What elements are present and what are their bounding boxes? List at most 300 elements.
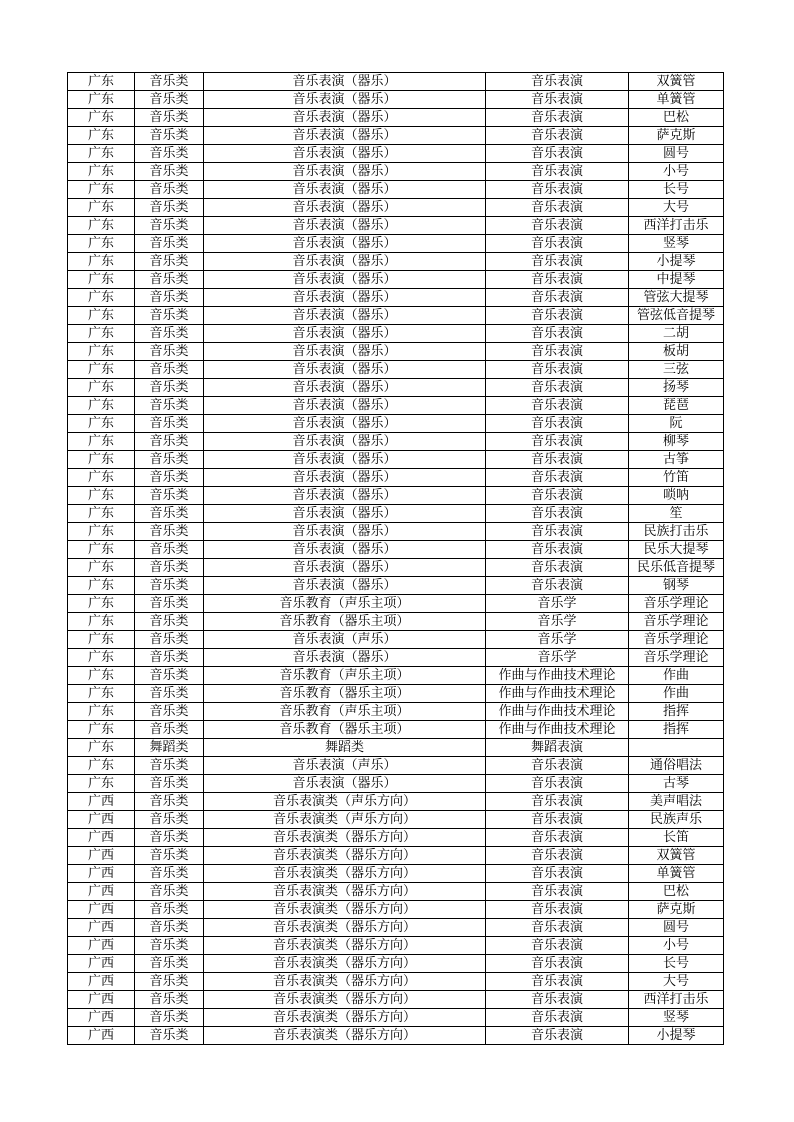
table-row — [68, 793, 724, 811]
table-row — [68, 721, 724, 739]
cell-major: 音乐表演 — [486, 289, 629, 307]
cell-major: 作曲与作曲技术理论 — [486, 721, 629, 739]
cell-instrument: 双簧管 — [629, 73, 724, 91]
cell-exam_type: 音乐表演（声乐） — [204, 631, 486, 649]
cell-instrument: 音乐学理论 — [629, 631, 724, 649]
cell-category: 音乐类 — [135, 145, 204, 163]
cell-exam_type: 音乐表演（器乐） — [204, 145, 486, 163]
cell-province: 广东 — [68, 253, 135, 271]
cell-category: 音乐类 — [135, 109, 204, 127]
cell-major: 音乐表演 — [486, 235, 629, 253]
cell-major: 音乐表演 — [486, 397, 629, 415]
cell-major: 音乐表演 — [486, 541, 629, 559]
table-row — [68, 811, 724, 829]
cell-major: 音乐表演 — [486, 991, 629, 1009]
table-row — [68, 847, 724, 865]
cell-major: 音乐表演 — [486, 847, 629, 865]
table-row — [68, 937, 724, 955]
cell-instrument: 小提琴 — [629, 1027, 724, 1045]
cell-province: 广东 — [68, 433, 135, 451]
cell-category: 音乐类 — [135, 991, 204, 1009]
table-row — [68, 919, 724, 937]
cell-exam_type: 音乐表演（器乐） — [204, 775, 486, 793]
table-row — [68, 685, 724, 703]
table-row — [68, 865, 724, 883]
table-row — [68, 433, 724, 451]
cell-instrument: 民族打击乐 — [629, 523, 724, 541]
cell-category: 音乐类 — [135, 307, 204, 325]
cell-exam_type: 音乐表演（器乐） — [204, 127, 486, 145]
cell-category: 音乐类 — [135, 271, 204, 289]
table-row — [68, 991, 724, 1009]
cell-category: 音乐类 — [135, 361, 204, 379]
cell-province: 广东 — [68, 91, 135, 109]
cell-province: 广东 — [68, 577, 135, 595]
cell-category: 音乐类 — [135, 541, 204, 559]
cell-exam_type: 音乐表演类（器乐方向） — [204, 919, 486, 937]
cell-exam_type: 音乐教育（声乐主项） — [204, 703, 486, 721]
cell-province: 广东 — [68, 451, 135, 469]
cell-category: 音乐类 — [135, 613, 204, 631]
cell-instrument: 三弦 — [629, 361, 724, 379]
cell-major: 音乐表演 — [486, 307, 629, 325]
cell-major: 音乐表演 — [486, 361, 629, 379]
cell-province: 广东 — [68, 469, 135, 487]
cell-exam_type: 音乐表演（器乐） — [204, 235, 486, 253]
cell-exam_type: 音乐表演（器乐） — [204, 289, 486, 307]
cell-province: 广西 — [68, 793, 135, 811]
cell-instrument: 中提琴 — [629, 271, 724, 289]
cell-exam_type: 音乐表演（器乐） — [204, 91, 486, 109]
cell-instrument: 竖琴 — [629, 1009, 724, 1027]
cell-major: 音乐表演 — [486, 757, 629, 775]
cell-instrument: 双簧管 — [629, 847, 724, 865]
cell-exam_type: 音乐表演（器乐） — [204, 649, 486, 667]
cell-instrument: 西洋打击乐 — [629, 991, 724, 1009]
cell-category: 音乐类 — [135, 379, 204, 397]
cell-exam_type: 音乐表演类（器乐方向） — [204, 901, 486, 919]
cell-instrument: 古琴 — [629, 775, 724, 793]
cell-province: 广东 — [68, 559, 135, 577]
cell-major: 音乐表演 — [486, 199, 629, 217]
cell-category: 音乐类 — [135, 1027, 204, 1045]
cell-major: 音乐表演 — [486, 775, 629, 793]
table-row — [68, 523, 724, 541]
cell-major: 音乐表演 — [486, 433, 629, 451]
cell-exam_type: 音乐表演（器乐） — [204, 523, 486, 541]
cell-exam_type: 音乐表演（器乐） — [204, 343, 486, 361]
cell-exam_type: 音乐表演（器乐） — [204, 361, 486, 379]
cell-category: 音乐类 — [135, 163, 204, 181]
cell-exam_type: 音乐表演（器乐） — [204, 559, 486, 577]
cell-major: 音乐表演 — [486, 181, 629, 199]
cell-instrument: 大号 — [629, 199, 724, 217]
cell-instrument: 圆号 — [629, 145, 724, 163]
table-row — [68, 775, 724, 793]
cell-instrument: 单簧管 — [629, 91, 724, 109]
cell-instrument: 小号 — [629, 937, 724, 955]
table-row — [68, 469, 724, 487]
cell-major: 音乐表演 — [486, 127, 629, 145]
cell-major: 音乐表演 — [486, 973, 629, 991]
cell-major: 音乐表演 — [486, 487, 629, 505]
cell-instrument: 钢琴 — [629, 577, 724, 595]
cell-category: 音乐类 — [135, 1009, 204, 1027]
table-row — [68, 1009, 724, 1027]
cell-exam_type: 音乐表演（器乐） — [204, 469, 486, 487]
cell-exam_type: 音乐表演类（器乐方向） — [204, 937, 486, 955]
table-row — [68, 91, 724, 109]
table-row — [68, 883, 724, 901]
cell-category: 音乐类 — [135, 289, 204, 307]
cell-category: 音乐类 — [135, 415, 204, 433]
cell-instrument: 竹笛 — [629, 469, 724, 487]
cell-category: 音乐类 — [135, 181, 204, 199]
table-row — [68, 487, 724, 505]
cell-category: 音乐类 — [135, 883, 204, 901]
cell-exam_type: 音乐表演类（器乐方向） — [204, 1009, 486, 1027]
cell-major: 音乐表演 — [486, 379, 629, 397]
table-row — [68, 199, 724, 217]
cell-instrument: 长号 — [629, 955, 724, 973]
cell-major: 音乐表演 — [486, 829, 629, 847]
cell-instrument: 竖琴 — [629, 235, 724, 253]
cell-major: 音乐表演 — [486, 577, 629, 595]
table-row — [68, 559, 724, 577]
cell-exam_type: 音乐表演（器乐） — [204, 109, 486, 127]
cell-category: 音乐类 — [135, 757, 204, 775]
table-row — [68, 577, 724, 595]
table-row — [68, 955, 724, 973]
cell-province: 广西 — [68, 1027, 135, 1045]
cell-exam_type: 音乐表演（器乐） — [204, 415, 486, 433]
cell-category: 音乐类 — [135, 73, 204, 91]
cell-exam_type: 音乐教育（器乐主项） — [204, 721, 486, 739]
cell-province: 广东 — [68, 181, 135, 199]
cell-category: 音乐类 — [135, 865, 204, 883]
cell-instrument: 小提琴 — [629, 253, 724, 271]
cell-instrument: 扬琴 — [629, 379, 724, 397]
cell-instrument: 萨克斯 — [629, 901, 724, 919]
cell-exam_type: 音乐表演类（器乐方向） — [204, 847, 486, 865]
cell-instrument: 阮 — [629, 415, 724, 433]
cell-instrument: 单簧管 — [629, 865, 724, 883]
cell-category: 舞蹈类 — [135, 739, 204, 757]
table-row — [68, 325, 724, 343]
cell-major: 音乐学 — [486, 613, 629, 631]
cell-major: 作曲与作曲技术理论 — [486, 667, 629, 685]
cell-category: 音乐类 — [135, 199, 204, 217]
table-row — [68, 703, 724, 721]
cell-major: 音乐表演 — [486, 145, 629, 163]
cell-province: 广东 — [68, 127, 135, 145]
cell-category: 音乐类 — [135, 703, 204, 721]
cell-province: 广东 — [68, 325, 135, 343]
cell-instrument: 大号 — [629, 973, 724, 991]
table-row — [68, 397, 724, 415]
table-row — [68, 109, 724, 127]
cell-instrument: 民乐低音提琴 — [629, 559, 724, 577]
cell-province: 广西 — [68, 991, 135, 1009]
cell-province: 广东 — [68, 541, 135, 559]
cell-province: 广东 — [68, 343, 135, 361]
cell-exam_type: 音乐表演（器乐） — [204, 505, 486, 523]
table-row — [68, 181, 724, 199]
cell-category: 音乐类 — [135, 667, 204, 685]
cell-instrument: 通俗唱法 — [629, 757, 724, 775]
cell-category: 音乐类 — [135, 523, 204, 541]
cell-instrument: 巴松 — [629, 109, 724, 127]
cell-province: 广东 — [68, 505, 135, 523]
cell-exam_type: 音乐表演（器乐） — [204, 73, 486, 91]
cell-exam_type: 音乐表演类（器乐方向） — [204, 829, 486, 847]
cell-province: 广东 — [68, 199, 135, 217]
cell-category: 音乐类 — [135, 217, 204, 235]
cell-major: 音乐表演 — [486, 217, 629, 235]
table-row — [68, 343, 724, 361]
cell-instrument: 长笛 — [629, 829, 724, 847]
cell-province: 广东 — [68, 307, 135, 325]
cell-province: 广东 — [68, 415, 135, 433]
cell-exam_type: 音乐表演（器乐） — [204, 199, 486, 217]
cell-category: 音乐类 — [135, 487, 204, 505]
cell-exam_type: 音乐表演（器乐） — [204, 541, 486, 559]
cell-major: 音乐表演 — [486, 343, 629, 361]
cell-instrument: 音乐学理论 — [629, 649, 724, 667]
table-row — [68, 757, 724, 775]
cell-category: 音乐类 — [135, 451, 204, 469]
cell-major: 音乐表演 — [486, 271, 629, 289]
cell-major: 音乐表演 — [486, 73, 629, 91]
cell-exam_type: 音乐表演类（器乐方向） — [204, 883, 486, 901]
cell-instrument: 二胡 — [629, 325, 724, 343]
cell-instrument: 指挥 — [629, 721, 724, 739]
cell-instrument: 管弦低音提琴 — [629, 307, 724, 325]
cell-category: 音乐类 — [135, 397, 204, 415]
cell-category: 音乐类 — [135, 235, 204, 253]
cell-instrument: 民族声乐 — [629, 811, 724, 829]
cell-major: 音乐学 — [486, 631, 629, 649]
cell-province: 广东 — [68, 703, 135, 721]
table-row — [68, 829, 724, 847]
cell-province: 广东 — [68, 613, 135, 631]
table-body — [68, 73, 724, 1045]
table-row — [68, 505, 724, 523]
cell-province: 广东 — [68, 361, 135, 379]
cell-instrument: 民乐大提琴 — [629, 541, 724, 559]
cell-major: 音乐表演 — [486, 523, 629, 541]
table-row — [68, 379, 724, 397]
cell-major: 音乐学 — [486, 649, 629, 667]
cell-province: 广东 — [68, 235, 135, 253]
cell-province: 广西 — [68, 919, 135, 937]
cell-province: 广西 — [68, 937, 135, 955]
cell-major: 音乐表演 — [486, 469, 629, 487]
cell-province: 广西 — [68, 829, 135, 847]
cell-exam_type: 音乐表演类（器乐方向） — [204, 991, 486, 1009]
table-row — [68, 541, 724, 559]
cell-province: 广东 — [68, 649, 135, 667]
cell-exam_type: 音乐表演（器乐） — [204, 217, 486, 235]
table-row — [68, 145, 724, 163]
cell-major: 音乐表演 — [486, 451, 629, 469]
table-row — [68, 649, 724, 667]
cell-exam_type: 音乐教育（器乐主项） — [204, 613, 486, 631]
cell-instrument: 笙 — [629, 505, 724, 523]
cell-major: 音乐表演 — [486, 91, 629, 109]
table-row — [68, 361, 724, 379]
cell-exam_type: 音乐表演（器乐） — [204, 397, 486, 415]
table-row — [68, 613, 724, 631]
table-row — [68, 1027, 724, 1045]
cell-exam_type: 舞蹈类 — [204, 739, 486, 757]
cell-category: 音乐类 — [135, 937, 204, 955]
cell-major: 作曲与作曲技术理论 — [486, 703, 629, 721]
cell-major: 音乐表演 — [486, 163, 629, 181]
cell-category: 音乐类 — [135, 811, 204, 829]
cell-category: 音乐类 — [135, 595, 204, 613]
table-row — [68, 73, 724, 91]
cell-province: 广东 — [68, 217, 135, 235]
table-row — [68, 739, 724, 757]
cell-exam_type: 音乐表演（器乐） — [204, 433, 486, 451]
table-row — [68, 253, 724, 271]
table-row — [68, 289, 724, 307]
cell-category: 音乐类 — [135, 775, 204, 793]
table-row — [68, 307, 724, 325]
cell-exam_type: 音乐教育（声乐主项） — [204, 667, 486, 685]
table-row — [68, 901, 724, 919]
cell-instrument: 音乐学理论 — [629, 613, 724, 631]
cell-province: 广东 — [68, 757, 135, 775]
cell-category: 音乐类 — [135, 901, 204, 919]
cell-province: 广东 — [68, 397, 135, 415]
cell-category: 音乐类 — [135, 793, 204, 811]
cell-instrument: 作曲 — [629, 685, 724, 703]
cell-major: 音乐表演 — [486, 1027, 629, 1045]
table-row — [68, 667, 724, 685]
cell-exam_type: 音乐表演（器乐） — [204, 181, 486, 199]
cell-category: 音乐类 — [135, 91, 204, 109]
table-row — [68, 163, 724, 181]
cell-instrument: 古筝 — [629, 451, 724, 469]
cell-exam_type: 音乐表演类（器乐方向） — [204, 1027, 486, 1045]
cell-major: 音乐学 — [486, 595, 629, 613]
cell-province: 广东 — [68, 667, 135, 685]
cell-instrument: 柳琴 — [629, 433, 724, 451]
cell-exam_type: 音乐教育（器乐主项） — [204, 685, 486, 703]
cell-major: 音乐表演 — [486, 883, 629, 901]
cell-exam_type: 音乐表演类（器乐方向） — [204, 955, 486, 973]
cell-category: 音乐类 — [135, 505, 204, 523]
cell-major: 音乐表演 — [486, 937, 629, 955]
cell-instrument: 指挥 — [629, 703, 724, 721]
cell-exam_type: 音乐表演类（声乐方向） — [204, 793, 486, 811]
cell-major: 音乐表演 — [486, 505, 629, 523]
cell-province: 广东 — [68, 145, 135, 163]
cell-exam_type: 音乐表演（声乐） — [204, 757, 486, 775]
cell-province: 广东 — [68, 595, 135, 613]
cell-major: 音乐表演 — [486, 865, 629, 883]
cell-instrument: 萨克斯 — [629, 127, 724, 145]
cell-instrument: 唢呐 — [629, 487, 724, 505]
table-row — [68, 595, 724, 613]
cell-exam_type: 音乐表演（器乐） — [204, 487, 486, 505]
cell-province: 广东 — [68, 721, 135, 739]
cell-instrument: 琵琶 — [629, 397, 724, 415]
cell-major: 音乐表演 — [486, 811, 629, 829]
cell-category: 音乐类 — [135, 433, 204, 451]
cell-category: 音乐类 — [135, 577, 204, 595]
cell-exam_type: 音乐表演（器乐） — [204, 253, 486, 271]
cell-major: 音乐表演 — [486, 1009, 629, 1027]
cell-major: 音乐表演 — [486, 559, 629, 577]
cell-major: 音乐表演 — [486, 253, 629, 271]
cell-exam_type: 音乐表演（器乐） — [204, 307, 486, 325]
table-row — [68, 127, 724, 145]
cell-province: 广西 — [68, 1009, 135, 1027]
cell-category: 音乐类 — [135, 829, 204, 847]
cell-province: 广东 — [68, 289, 135, 307]
cell-exam_type: 音乐表演（器乐） — [204, 163, 486, 181]
cell-instrument: 管弦大提琴 — [629, 289, 724, 307]
cell-province: 广西 — [68, 811, 135, 829]
cell-category: 音乐类 — [135, 253, 204, 271]
cell-major: 音乐表演 — [486, 919, 629, 937]
table-row — [68, 451, 724, 469]
cell-instrument: 巴松 — [629, 883, 724, 901]
table-row — [68, 271, 724, 289]
cell-category: 音乐类 — [135, 649, 204, 667]
cell-category: 音乐类 — [135, 919, 204, 937]
table-row — [68, 217, 724, 235]
cell-major: 音乐表演 — [486, 901, 629, 919]
cell-exam_type: 音乐教育（声乐主项） — [204, 595, 486, 613]
cell-province: 广东 — [68, 523, 135, 541]
cell-province: 广东 — [68, 685, 135, 703]
cell-exam_type: 音乐表演类（声乐方向） — [204, 811, 486, 829]
cell-province: 广西 — [68, 955, 135, 973]
cell-category: 音乐类 — [135, 631, 204, 649]
cell-instrument: 长号 — [629, 181, 724, 199]
table-row — [68, 973, 724, 991]
cell-province: 广西 — [68, 847, 135, 865]
cell-category: 音乐类 — [135, 973, 204, 991]
cell-category: 音乐类 — [135, 955, 204, 973]
cell-exam_type: 音乐表演（器乐） — [204, 451, 486, 469]
cell-instrument: 作曲 — [629, 667, 724, 685]
cell-instrument — [629, 739, 724, 757]
cell-exam_type: 音乐表演（器乐） — [204, 379, 486, 397]
cell-instrument: 圆号 — [629, 919, 724, 937]
cell-province: 广东 — [68, 739, 135, 757]
cell-major: 音乐表演 — [486, 793, 629, 811]
cell-exam_type: 音乐表演（器乐） — [204, 577, 486, 595]
cell-instrument: 音乐学理论 — [629, 595, 724, 613]
cell-major: 作曲与作曲技术理论 — [486, 685, 629, 703]
cell-province: 广西 — [68, 901, 135, 919]
cell-instrument: 美声唱法 — [629, 793, 724, 811]
cell-instrument: 板胡 — [629, 343, 724, 361]
cell-major: 音乐表演 — [486, 109, 629, 127]
cell-category: 音乐类 — [135, 559, 204, 577]
cell-major: 音乐表演 — [486, 955, 629, 973]
cell-exam_type: 音乐表演类（器乐方向） — [204, 973, 486, 991]
cell-province: 广东 — [68, 379, 135, 397]
cell-category: 音乐类 — [135, 469, 204, 487]
cell-exam_type: 音乐表演类（器乐方向） — [204, 865, 486, 883]
data-table — [67, 72, 724, 1045]
